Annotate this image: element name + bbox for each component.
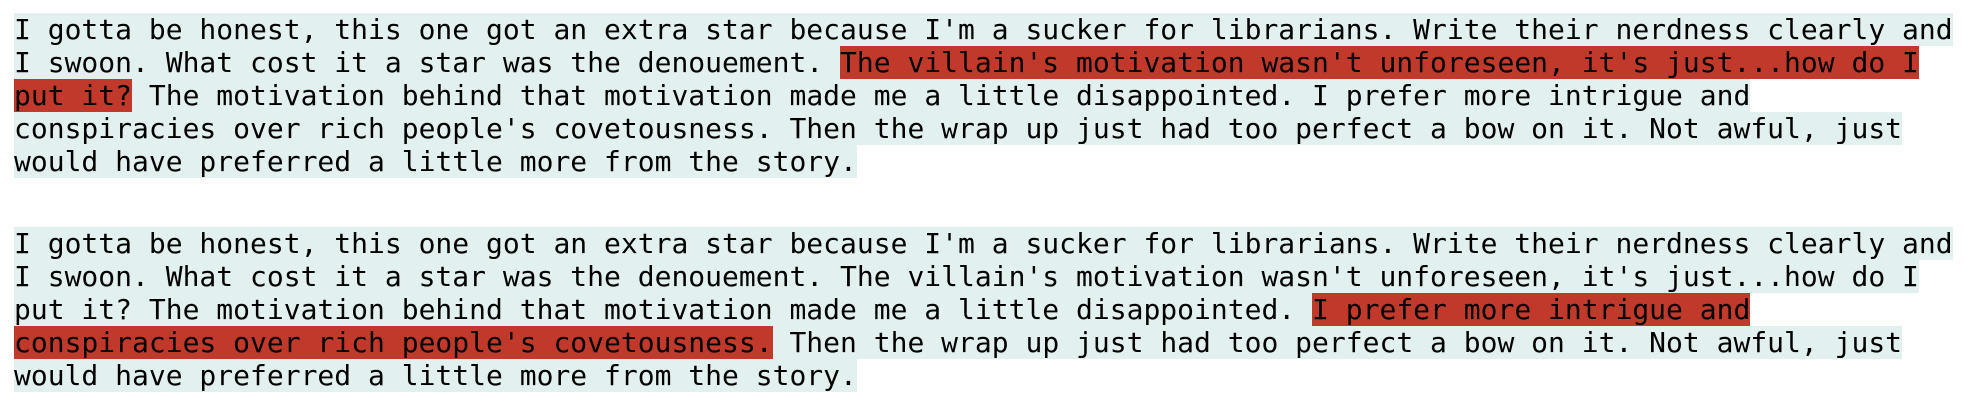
plain-text-segment: I gotta be honest, this one got an extra star because I'm a sucker for librarians. Write their nerdness clearly and I swoon. What cost it a star was the denouement. The villain's motivation wasn't unforeseen, it's just...how do I put it? The motivation behind that motivation made me a little disappointed. bbox=[14, 227, 1953, 326]
plain-text-segment: The motivation behind that motivation made me a little disappointed. I prefer more intrigue and conspiracies over rich people's covetousness. Then the wrap up just had too perfect a bow on it. Not awful, just would have preferred a little more from the story. bbox=[14, 79, 1903, 178]
plain-text-segment: I gotta be honest, this one got an extra star because I'm a sucker for librarians. Write their nerdness clearly and I swoon. What cost it a star was the denouement. bbox=[14, 13, 1953, 79]
review-passage-1 bbox=[14, 13, 1974, 178]
highlighted-text-segment: I prefer more intrigue and conspiracies over rich people's covetousness. bbox=[14, 293, 1751, 359]
review-passage-2 bbox=[14, 227, 1974, 392]
plain-text-segment: Then the wrap up just had too perfect a bow on it. Not awful, just would have preferred a little more from the story. bbox=[14, 326, 1903, 392]
highlighted-text-segment: The villain's motivation wasn't unforeseen, it's just...how do I put it? bbox=[14, 46, 1919, 112]
